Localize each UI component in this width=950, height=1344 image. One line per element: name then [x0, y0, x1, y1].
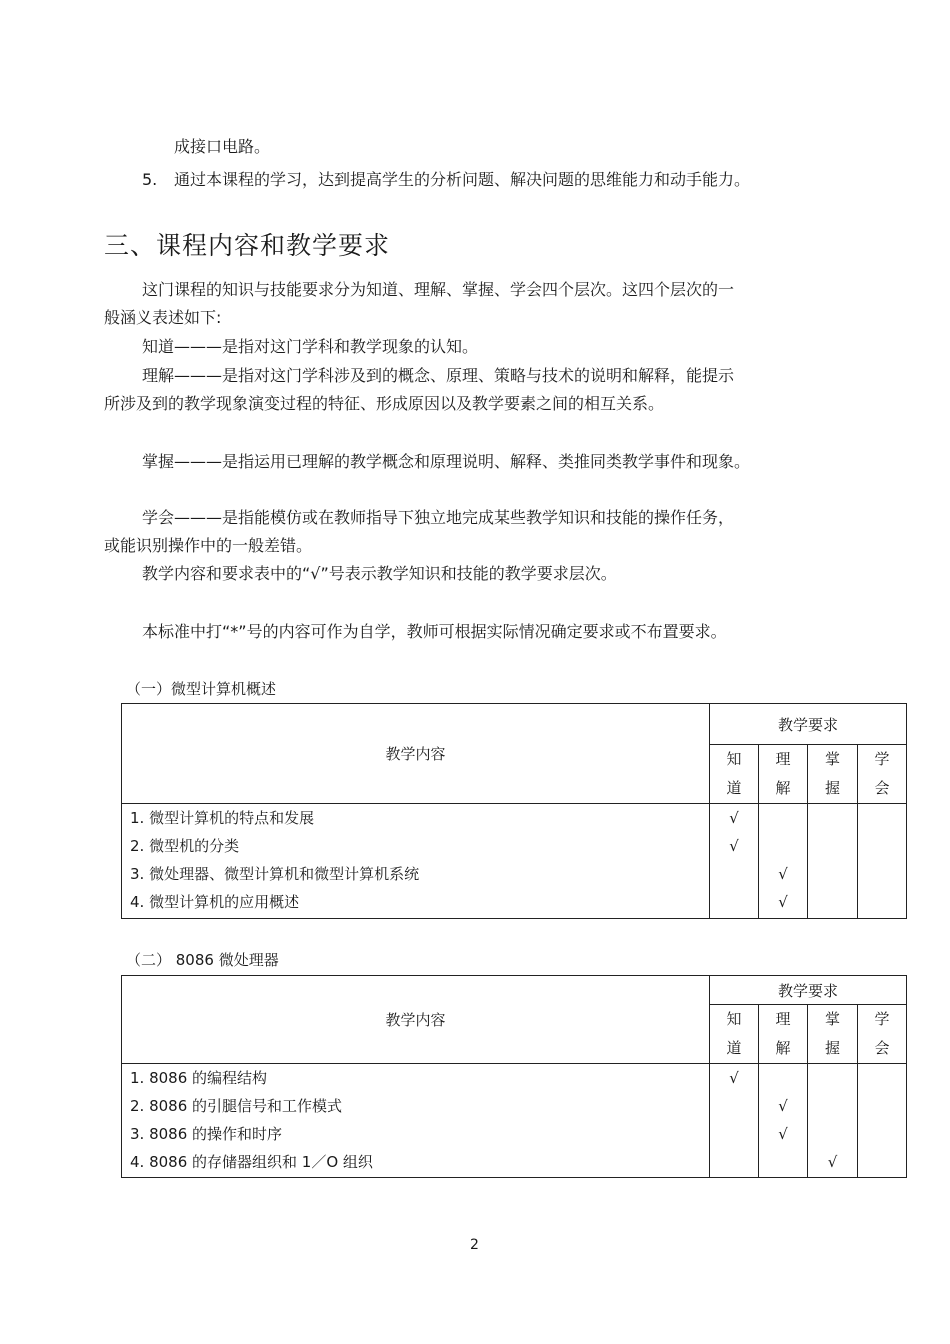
check-mark	[808, 1064, 857, 1092]
table-row: 3. 微处理器、微型计算机和微型计算机系统	[130, 865, 420, 883]
check-mark	[858, 860, 906, 888]
check-mark	[858, 1092, 906, 1120]
level-header: 掌 握	[808, 1005, 858, 1064]
table-caption: （二） 8086 微处理器	[126, 951, 279, 969]
check-mark	[759, 1148, 807, 1176]
requirements-table	[121, 703, 907, 919]
level-header: 学 会	[858, 745, 907, 804]
paragraph-line: 知道———是指对这门学科和教学现象的认知。	[142, 337, 479, 356]
table-row: 4. 8086 的存储器组织和 1／O 组织	[130, 1153, 373, 1171]
check-mark: √	[778, 1097, 788, 1115]
requirements-table	[121, 975, 907, 1178]
check-mark: √	[729, 837, 739, 855]
paragraph-line: 学会———是指能模仿或在教师指导下独立地完成某些教学知识和技能的操作任务，	[142, 508, 735, 527]
check-mark	[808, 1092, 857, 1120]
mark-column	[858, 1064, 907, 1178]
paragraph-line: 或能识别操作中的一般差错。	[104, 536, 313, 555]
table-row: 2. 8086 的引腿信号和工作模式	[130, 1097, 343, 1115]
table-row: 3. 8086 的操作和时序	[130, 1125, 283, 1143]
paragraph-line: 所涉及到的教学现象演变过程的特征、形成原因以及教学要素之间的相互关系。	[104, 394, 665, 413]
check-mark: √	[729, 1069, 739, 1087]
mark-column	[710, 1064, 759, 1178]
check-mark	[858, 1148, 906, 1176]
content-header: 教学内容	[122, 976, 710, 1064]
check-mark	[808, 832, 857, 860]
content-header: 教学内容	[122, 704, 710, 804]
check-mark: √	[778, 1125, 788, 1143]
check-mark: √	[778, 865, 788, 883]
check-mark: √	[729, 809, 739, 827]
level-header: 知 道	[710, 745, 759, 804]
requirements-header: 教学要求	[710, 976, 907, 1005]
level-header: 知 道	[710, 1005, 759, 1064]
check-mark	[858, 1064, 906, 1092]
mark-column	[858, 804, 907, 919]
intro-continuation: 成接口电路。	[174, 137, 271, 156]
check-mark	[759, 832, 807, 860]
check-mark	[710, 1148, 758, 1176]
check-mark	[858, 888, 906, 916]
content-items	[122, 1064, 710, 1178]
table-row: 2. 微型机的分类	[130, 837, 240, 855]
requirements-header: 教学要求	[710, 704, 907, 745]
check-mark: √	[778, 893, 788, 911]
check-mark	[808, 888, 857, 916]
mark-column	[759, 804, 808, 919]
check-mark	[808, 804, 857, 832]
check-mark	[710, 1120, 758, 1148]
check-mark	[858, 1120, 906, 1148]
page-number: 2	[470, 1237, 479, 1253]
check-mark: √	[827, 1153, 838, 1171]
paragraph-line: 掌握———是指运用已理解的教学概念和原理说明、解释、类推同类教学事件和现象。	[142, 452, 751, 471]
level-header: 理 解	[759, 1005, 808, 1064]
paragraph-line: 理解———是指对这门学科涉及到的概念、原理、策略与技术的说明和解释，能提示	[142, 366, 735, 385]
level-header: 掌 握	[808, 745, 858, 804]
section-heading: 三、课程内容和教学要求	[104, 231, 391, 260]
check-mark	[808, 1120, 857, 1148]
paragraph-line: 般涵义表述如下:	[104, 308, 222, 327]
check-mark	[710, 860, 758, 888]
paragraph-line: 这门课程的知识与技能要求分为知道、理解、掌握、学会四个层次。这四个层次的一	[142, 280, 735, 299]
check-mark	[808, 860, 857, 888]
content-items	[122, 804, 710, 919]
paragraph-line: 本标准中打“*”号的内容可作为自学，教师可根据实际情况确定要求或不布置要求。	[142, 622, 727, 641]
list-item-number: 5.	[142, 170, 158, 189]
level-header: 学 会	[858, 1005, 907, 1064]
mark-column	[710, 804, 759, 919]
check-mark	[759, 1064, 807, 1092]
check-mark	[710, 888, 758, 916]
table-caption: （一）微型计算机概述	[126, 680, 277, 698]
table-row: 1. 微型计算机的特点和发展	[130, 809, 315, 827]
check-mark	[759, 804, 807, 832]
table-row: 1. 8086 的编程结构	[130, 1069, 268, 1087]
check-mark	[858, 832, 906, 860]
check-mark	[710, 1092, 758, 1120]
mark-column	[808, 1064, 858, 1178]
mark-column	[759, 1064, 808, 1178]
list-item-text: 通过本课程的学习，达到提高学生的分析问题、解决问题的思维能力和动手能力。	[174, 170, 751, 189]
mark-column	[808, 804, 858, 919]
table-row: 4. 微型计算机的应用概述	[130, 893, 300, 911]
level-header: 理 解	[759, 745, 808, 804]
paragraph-line: 教学内容和要求表中的“√”号表示教学知识和技能的教学要求层次。	[142, 564, 617, 583]
check-mark	[858, 804, 906, 832]
